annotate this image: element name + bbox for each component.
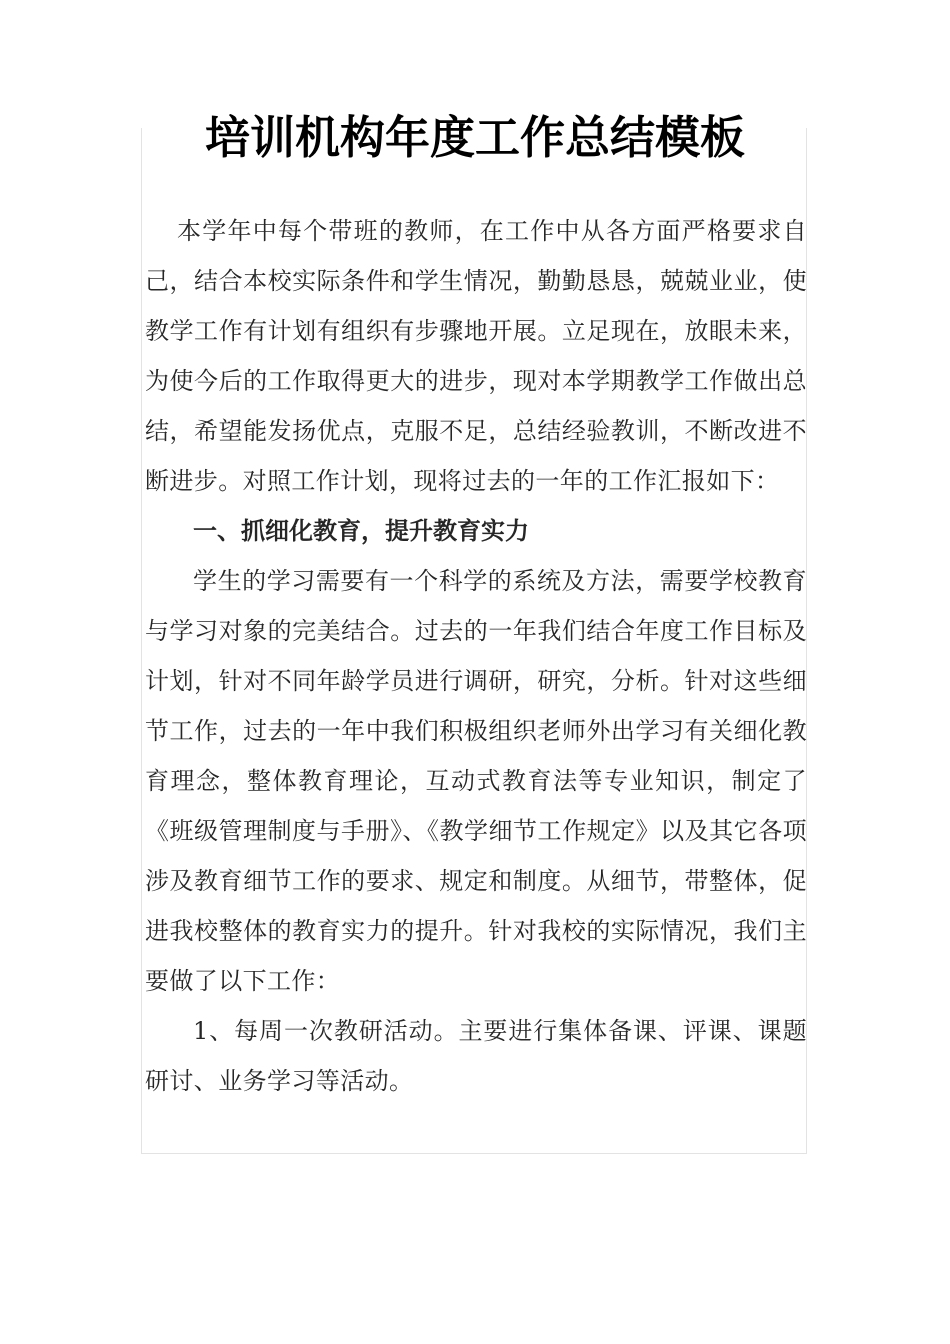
list-item: 1、每周一次教研活动。主要进行集体备课、评课、课题研讨、业务学习等活动。 — [145, 1017, 807, 1095]
document-title: 培训机构年度工作总结模板 — [204, 111, 745, 164]
section-heading: 一、抓细化教育，提升教育实力 — [193, 516, 529, 545]
section-paragraph: 学生的学习需要有一个科学的系统及方法，需要学校教育与学习对象的完美结合。过去的一年我们结合年度工作目标及计划，针对不同年龄学员进行调研，研究，分析。针对这些细节工作，过去的一年中我们积极组织老师外出学习有关细化教育理念，整体教育理论，互动式教育法等专业知识，制定了《班级管理制度与手册》、《教学细节工作规定》以及其它各项涉及教育细节工作的要求、规定和制度。从细节，带整体，促进我校整体的教育实力的提升。针对我校的实际情况，我们主要做了以下工作： — [145, 567, 807, 995]
document-body — [145, 206, 807, 1106]
intro-paragraph: 本学年中每个带班的教师，在工作中从各方面严格要求自己，结合本校实际条件和学生情况，勤勤恳恳，兢兢业业，使教学工作有计划有组织有步骤地开展。立足现在，放眼未来，为使今后的工作取得更大的进步，现对本学期教学工作做出总结，希望能发扬优点，克服不足，总结经验教训，不断改进不断进步。对照工作计划，现将过去的一年的工作汇报如下： — [145, 217, 807, 495]
